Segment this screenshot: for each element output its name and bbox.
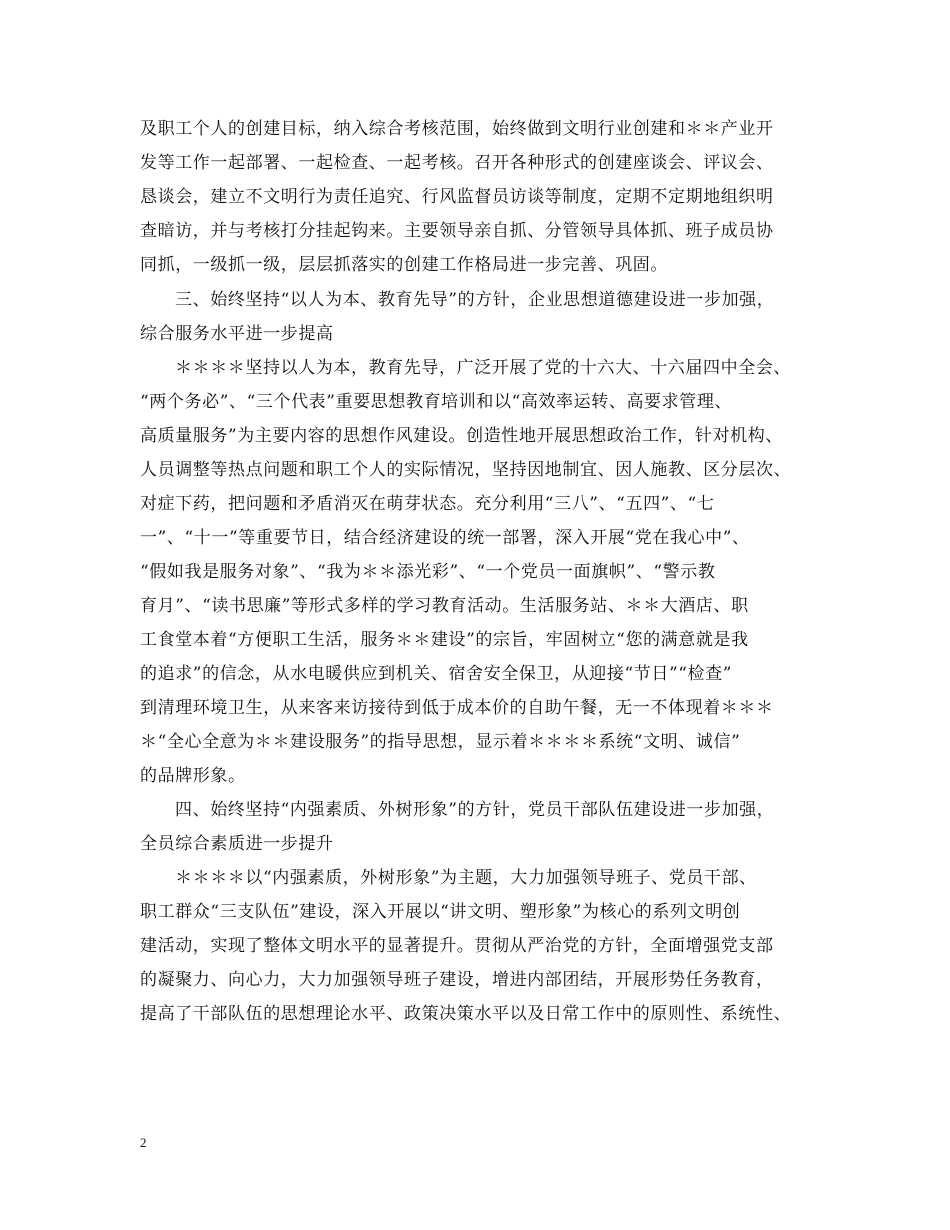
page-number: 2 (140, 1135, 147, 1150)
text-line: 及职工个人的创建目标，纳入综合考核范围，始终做到文明行业创建和＊＊产业开 (140, 119, 774, 139)
text-line: 的追求”的信念，从水电暖供应到机关、宿舍安全保卫，从迎接“节日”“检查” (140, 664, 733, 684)
text-line: 高质量服务”为主要内容的思想作风建设。创造性地开展思想政治工作，针对机构、 (140, 426, 783, 446)
text-line: 同抓，一级抓一级，层层抓落实的创建工作格局进一步完善、巩固。 (140, 255, 668, 275)
text-line: 工食堂本着“方便职工生活，服务＊＊建设”的宗旨，牢固树立“您的满意就是我 (140, 630, 749, 650)
section-heading-line: 全员综合素质进一步提升 (140, 834, 334, 854)
text-line: 发等工作一起部署、一起检查、一起考核。召开各种形式的创建座谈会、评议会、 (140, 153, 774, 173)
text-line: 提高了干部队伍的思想理论水平、政策决策水平以及日常工作中的原则性、系统性、 (140, 1004, 792, 1024)
text-line: ＊＊＊＊坚持以人为本，教育先导，广泛开展了党的十六大、十六届四中全会、 (175, 358, 791, 378)
text-line: 查暗访，并与考核打分挂起钩来。主要领导亲自抓、分管领导具体抓、班子成员协 (140, 221, 774, 241)
text-line: 恳谈会，建立不文明行为责任追究、行风监督员访谈等制度，定期不定期地组织明 (140, 187, 774, 207)
text-line: “假如我是服务对象”、“我为＊＊添光彩”、“一个党员一面旗帜”、“警示教 (140, 562, 716, 582)
text-line: 育月”、“读书思廉”等形式多样的学习教育活动。生活服务站、＊＊大酒店、职 (140, 596, 749, 616)
text-line: 对症下药，把问题和矛盾消灭在萌芽状态。充分利用“三八”、“五四”、“七 (140, 494, 715, 514)
text-line: ＊＊＊＊以“内强素质，外树形象”为主题，大力加强领导班子、党员干部、 (175, 868, 757, 888)
text-line: 一”、“十一”等重要节日，结合经济建设的统一部署，深入开展“党在我心中”、 (140, 528, 750, 548)
text-line: 职工群众“三支队伍”建设，深入开展以“讲文明、塑形象”为核心的系列文明创 (140, 902, 741, 922)
section-heading-line: 三、始终坚持“以人为本、教育先导”的方针，企业思想道德建设进一步加强， (175, 290, 775, 310)
section-heading-line: 综合服务水平进一步提高 (140, 324, 334, 344)
section-heading-line: 四、始终坚持“内强素质、外树形象”的方针，党员干部队伍建设进一步加强， (175, 800, 775, 820)
text-line: 的凝聚力、向心力，大力加强领导班子建设，增进内部团结，开展形势任务教育， (140, 970, 774, 990)
text-line: 到清理环境卫生，从来客来访接待到低于成本价的自助午餐，无一不体现着＊＊＊ (140, 698, 774, 718)
text-line: 建活动，实现了整体文明水平的显著提升。贯彻从严治党的方针，全面增强党支部 (140, 936, 774, 956)
text-line: 的品牌形象。 (140, 766, 246, 786)
text-line: 人员调整等热点问题和职工个人的实际情况，坚持因地制宜、因人施教、区分层次、 (140, 460, 792, 480)
text-line: ＊“全心全意为＊＊建设服务”的指导思想，显示着＊＊＊＊系统“文明、诚信” (140, 732, 741, 752)
text-line: “两个务必”、“三个代表”重要思想教育培训和以“高效率运转、高要求管理、 (140, 392, 733, 412)
